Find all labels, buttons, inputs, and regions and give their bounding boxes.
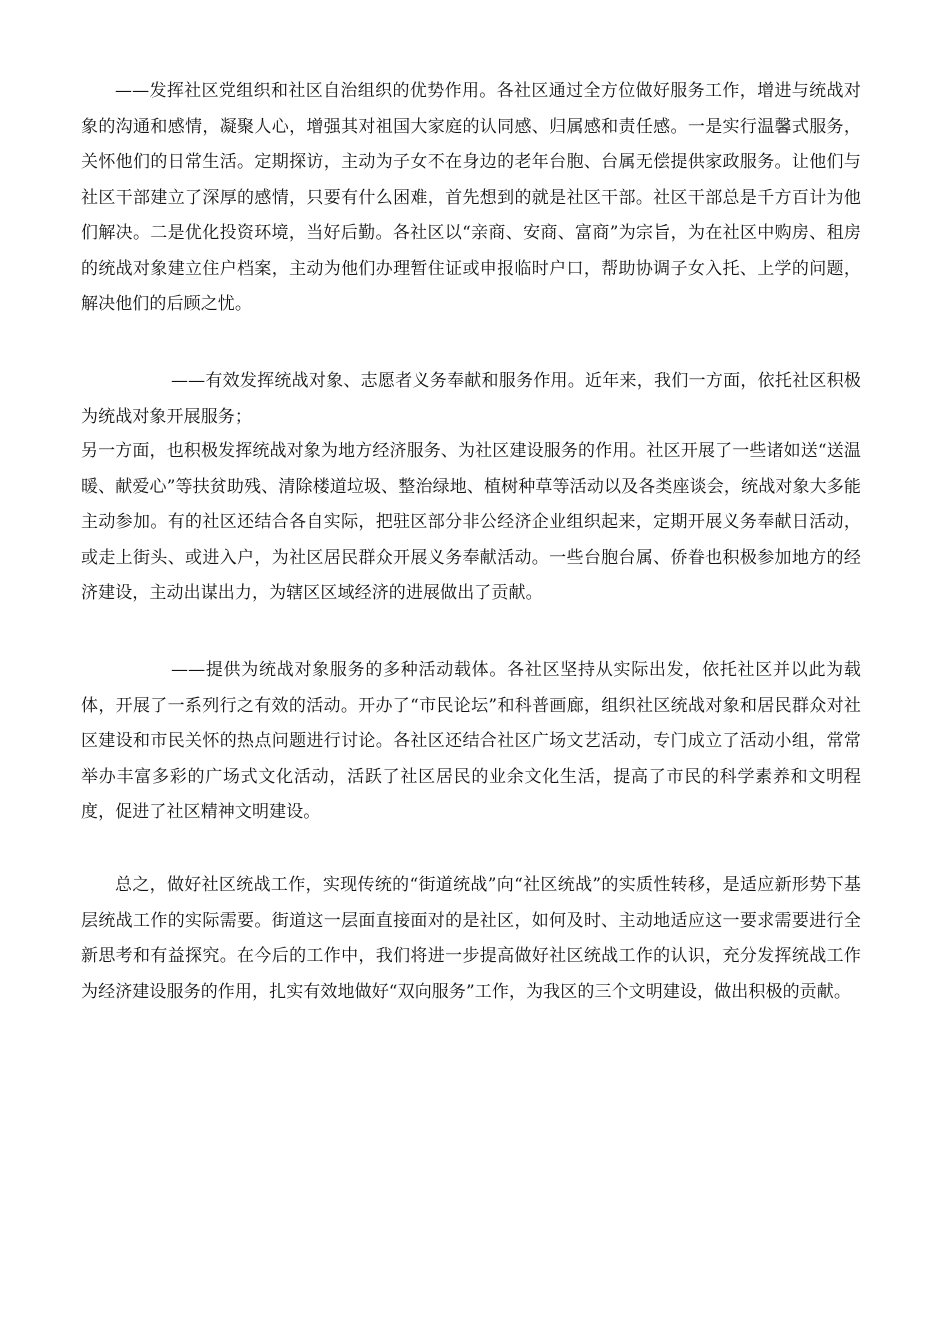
paragraph-conclusion: 总之，做好社区统战工作，实现传统的“街道统战”向“社区统战”的实质性转移，是适应新形势下基层统战工作的实际需要。街道这一层面直接面对的是社区，如何及时、主动地适应这一要求需要进行全新思考和有益探究。在今后的工作中，我们将进一步提高做好社区统战工作的认识，充分发挥统战工作为经济建设服务的作用，扎实有效地做好“双向服务”工作，为我区的三个文明建设，做出积极的贡献。 xyxy=(81,875,861,1002)
paragraph-volunteer-service-intro: ——有效发挥统战对象、志愿者义务奉献和服务作用。近年来，我们一方面，依托社区积极为统战对象开展服务； xyxy=(81,371,861,427)
paragraph-volunteer-service-detail: 另一方面，也积极发挥统战对象为地方经济服务、为社区建设服务的作用。社区开展了一些诸如送“送温暖、献爱心”等扶贫助残、清除楼道垃圾、整治绿地、植树种草等活动以及各类座谈会，统战对象大多能主动参加。有的社区还结合各自实际，把驻区部分非公经济企业组织起来，定期开展义务奉献日活动，或走上街头、或进入户，为社区居民群众开展义务奉献活动。一些台胞台属、侨眷也积极参加地方的经济建设，主动出谋出力，为辖区区域经济的进展做出了贡献。 xyxy=(81,441,861,603)
paragraph-activity-carriers: ——提供为统战对象服务的多种活动载体。各社区坚持从实际出发，依托社区并以此为载体，开展了一系列行之有效的活动。开办了“市民论坛”和科普画廊，组织社区统战对象和居民群众对社区建设和市民关怀的热点问题进行讨论。各社区还结合社区广场文艺活动，专门成立了活动小组，常常举办丰富多彩的广场式文化活动，活跃了社区居民的业余文化生活，提高了市民的科学素养和文明程度，促进了社区精神文明建设。 xyxy=(81,660,861,822)
paragraph-community-party-role: ——发挥社区党组织和社区自治组织的优势作用。各社区通过全方位做好服务工作，增进与统战对象的沟通和感情，凝聚人心，增强其对祖国大家庭的认同感、归属感和责任感。一是实行温馨式服务，关怀他们的日常生活。定期探访，主动为子女不在身边的老年台胞、台属无偿提供家政服务。让他们与社区干部建立了深厚的感情，只要有什么困难，首先想到的就是社区干部。社区干部总是千方百计为他们解决。二是优化投资环境，当好后勤。各社区以“亲商、安商、富商”为宗旨，为在社区中购房、租房的统战对象建立住户档案，主动为他们办理暂住证或申报临时户口，帮助协调子女入托、上学的问题，解决他们的后顾之忧。 xyxy=(81,81,861,314)
